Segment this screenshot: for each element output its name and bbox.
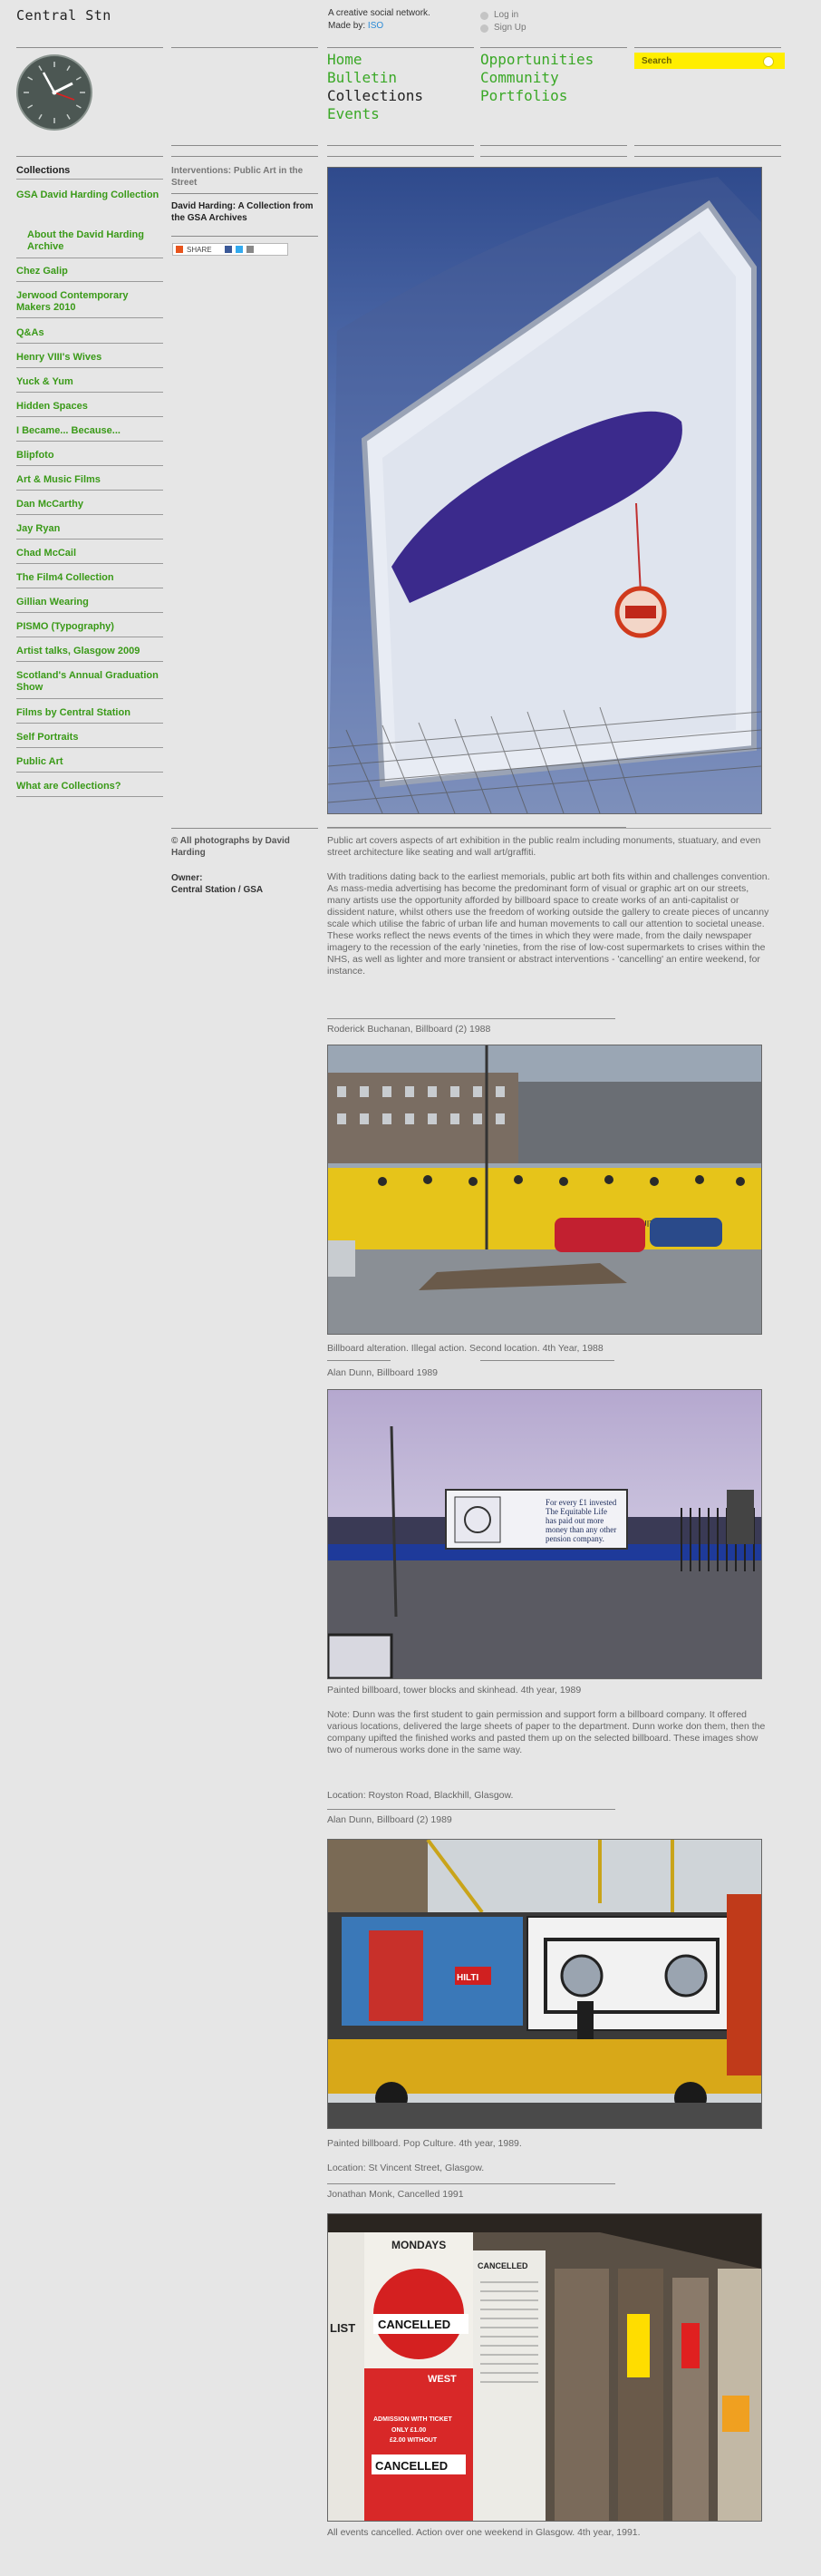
divider: [16, 317, 163, 318]
auth-links: [480, 9, 526, 34]
work-location: Location: St Vincent Street, Glasgow.: [327, 2163, 485, 2173]
divider: [327, 1809, 615, 1810]
work-heading: Alan Dunn, Billboard 1989: [327, 1367, 439, 1378]
poster-cancelled-text-2: CANCELLED: [375, 2459, 449, 2473]
work-caption: All events cancelled. Action over one weekend in Glasgow. 4th year, 1991.: [327, 2527, 641, 2538]
site-logo[interactable]: Central Stn: [16, 7, 111, 24]
nav-collections[interactable]: Collections: [327, 87, 423, 104]
poster-side-text: LIST: [330, 2321, 356, 2335]
photo-hoarding-street: [327, 1045, 762, 1335]
divider: [327, 828, 771, 829]
divider: [16, 723, 163, 724]
photo-van-billboard: [327, 1839, 762, 2129]
facebook-icon: [225, 246, 232, 253]
tagline-text: A creative social network.: [328, 8, 430, 18]
divider: [16, 367, 163, 368]
sidebar-item-art-music-films[interactable]: Art & Music Films: [16, 474, 101, 485]
poster-list-text: CANCELLED: [478, 2261, 528, 2270]
divider: [634, 47, 781, 48]
divider: [16, 698, 163, 699]
sidebar-item-jay-ryan[interactable]: Jay Ryan: [16, 523, 61, 534]
divider: [16, 796, 163, 797]
work-location: Location: Royston Road, Blackhill, Glasgow.: [327, 1790, 514, 1801]
clock-icon: [16, 54, 92, 131]
work-heading: Roderick Buchanan, Billboard (2) 1988: [327, 1024, 491, 1035]
share-label: SHARE: [187, 245, 212, 254]
sidebar-item-public-art[interactable]: Public Art: [16, 756, 63, 767]
billboard-text-line-5: pension company.: [546, 1534, 604, 1543]
sidebar-item-chez-galip[interactable]: Chez Galip: [16, 266, 68, 277]
work-caption: Painted billboard. Pop Culture. 4th year, 1989.: [327, 2138, 522, 2149]
divider: [16, 47, 163, 48]
sidebar-item-pismo[interactable]: PISMO (Typography): [16, 621, 114, 632]
poster-price-1: ONLY £1.00: [391, 2427, 427, 2434]
divider: [171, 145, 318, 146]
poster-cancelled-text: CANCELLED: [378, 2318, 451, 2331]
divider: [327, 1018, 615, 1019]
divider: [327, 145, 474, 146]
sidebar-item-what-are-collections[interactable]: What are Collections?: [16, 781, 121, 792]
billboard-text-line-1: For every £1 invested: [546, 1498, 617, 1507]
divider: [327, 1360, 391, 1361]
sidebar-item-gillian-wearing[interactable]: Gillian Wearing: [16, 597, 89, 608]
nav-home[interactable]: Home: [327, 51, 362, 68]
sidebar-item-chad-mccail[interactable]: Chad McCail: [16, 548, 77, 559]
sidebar-item-graduation-show[interactable]: Scotland's Annual Graduation Show: [16, 670, 159, 693]
sidebar-item-qas[interactable]: Q&As: [16, 327, 44, 338]
share-icon: [176, 246, 183, 253]
divider: [16, 539, 163, 540]
article-intro: Public art covers aspects of art exhibition in the public realm including monuments, stuatuary, and even street architecture like seating and wall art/graffiti.: [327, 835, 761, 858]
billboard-text-line-4: money than any other: [546, 1525, 617, 1534]
nav-bulletin[interactable]: Bulletin: [327, 69, 398, 86]
sidebar-item-artist-talks[interactable]: Artist talks, Glasgow 2009: [16, 646, 140, 656]
nav-community[interactable]: Community: [480, 69, 559, 86]
divider: [16, 281, 163, 282]
divider: [16, 343, 163, 344]
sidebar-item-films-central-station[interactable]: Films by Central Station: [16, 707, 130, 718]
divider: [171, 193, 318, 194]
divider: [16, 392, 163, 393]
sidebar-item-dan-mccarthy[interactable]: Dan McCarthy: [16, 499, 83, 510]
made-by-label: Made by:: [328, 21, 366, 31]
work-caption: Billboard alteration. Illegal action. Second location. 4th Year, 1988: [327, 1343, 604, 1354]
search-button-icon[interactable]: [763, 56, 774, 67]
divider: [16, 612, 163, 613]
sidebar-item-hidden-spaces[interactable]: Hidden Spaces: [16, 401, 88, 412]
divider: [16, 661, 163, 662]
nav-opportunities[interactable]: Opportunities: [480, 51, 594, 68]
work-caption: Painted billboard, tower blocks and skinhead. 4th year, 1989: [327, 1685, 582, 1696]
divider: [480, 1360, 614, 1361]
article-body: With traditions dating back to the earliest memorials, public art both fits within and challenges convention. As mass-media advertising has become the predominant form of visual or graphic art on our streets, many artists use the opportunity afforded by billboard space to create works of an anti-capitalist or dissident nature, whilst others use the freedom of working outside the gallery to create pieces of uncanny scale which utilise the fabric of urban life and human movements to call our attention to societal unease. These works reflect the news events of the times in which they were made, from the daily newspaper imagery to the recession of the early 'nineties, from the rise of low-cost supermarkets to crises within the NHS, as well as lighter and more transient or abstract interventions - 'cancelling' an entire weekend, for instance.: [327, 871, 770, 977]
divider: [327, 156, 474, 157]
divider: [327, 47, 474, 48]
billboard-text-line-2: The Equitable Life: [546, 1507, 607, 1516]
divider: [16, 465, 163, 466]
divider: [171, 156, 318, 157]
divider: [16, 563, 163, 564]
breadcrumb-section[interactable]: Interventions: Public Art in the Street: [171, 166, 304, 188]
sidebar-item-jerwood[interactable]: Jerwood Contemporary Makers 2010: [16, 290, 129, 313]
sidebar-item-about-archive[interactable]: About the David Harding Archive: [27, 229, 144, 252]
divider: [16, 490, 163, 491]
divider: [16, 441, 163, 442]
share-button[interactable]: [172, 243, 288, 256]
sidebar-item-i-became[interactable]: I Became... Because...: [16, 425, 121, 436]
signup-icon: [480, 24, 488, 33]
divider: [16, 747, 163, 748]
work-heading: Jonathan Monk, Cancelled 1991: [327, 2189, 464, 2200]
divider: [480, 156, 627, 157]
divider: [480, 145, 627, 146]
breadcrumb-collection[interactable]: David Harding: A Collection from the GSA Archives: [171, 201, 314, 223]
sidebar-item-blipfoto[interactable]: Blipfoto: [16, 450, 54, 461]
photo-billboard-sky: [327, 167, 762, 814]
made-by: [328, 20, 430, 33]
sidebar-item-henry-viii[interactable]: Henry VIII's Wives: [16, 352, 102, 363]
email-icon: [246, 246, 254, 253]
owner-label: Owner:: [171, 873, 203, 883]
twitter-icon: [236, 246, 243, 253]
divider: [480, 47, 627, 48]
photo-cancelled-posters: [327, 2213, 762, 2522]
sidebar-item-yuck-yum[interactable]: Yuck & Yum: [16, 376, 73, 387]
divider: [16, 179, 163, 180]
photo-credit: © All photographs by David Harding: [171, 836, 290, 858]
nav-portfolios[interactable]: Portfolios: [480, 87, 568, 104]
sidebar-title: Collections: [16, 165, 71, 176]
sidebar-item-film4[interactable]: The Film4 Collection: [16, 572, 114, 583]
divider: [171, 828, 318, 829]
login-icon: [480, 12, 488, 20]
tagline: [328, 7, 430, 33]
sidebar-item-self-portraits[interactable]: Self Portraits: [16, 732, 79, 743]
divider: [327, 2183, 615, 2184]
signup-link[interactable]: Sign Up: [494, 23, 526, 33]
owner-value: Central Station / GSA: [171, 885, 264, 895]
poster-admission-text: ADMISSION WITH TICKET: [373, 2416, 452, 2423]
divider: [16, 416, 163, 417]
billboard-text-line-3: has paid out more: [546, 1516, 604, 1525]
poster-top-text: MONDAYS: [391, 2239, 447, 2251]
divider: [634, 156, 781, 157]
divider: [171, 47, 318, 48]
divider: [16, 514, 163, 515]
work-note: Note: Dunn was the first student to gain permission and support form a billboard company. It offered various locations, delivered the large sheets of paper to the department. Dunn worke don them, then the company upifted the finished works and pasted them up on the selected billboard. These images show two of numerous works done in the same way.: [327, 1709, 766, 1755]
poster-price-2: £2.00 WITHOUT: [390, 2437, 438, 2444]
poster-west-text: WEST: [428, 2374, 457, 2385]
login-link[interactable]: Log in: [494, 10, 519, 20]
sidebar-item-gsa-david-harding[interactable]: GSA David Harding Collection: [16, 190, 159, 200]
divider: [171, 236, 318, 237]
work-heading: Alan Dunn, Billboard (2) 1989: [327, 1814, 452, 1825]
divider: [16, 772, 163, 773]
van-brand-text: HILTI: [457, 1973, 479, 1983]
divider: [634, 145, 781, 146]
divider: [16, 156, 163, 157]
iso-link[interactable]: ISO: [367, 21, 384, 31]
photo-equitable-billboard: [327, 1389, 762, 1679]
nav-events[interactable]: Events: [327, 105, 380, 122]
